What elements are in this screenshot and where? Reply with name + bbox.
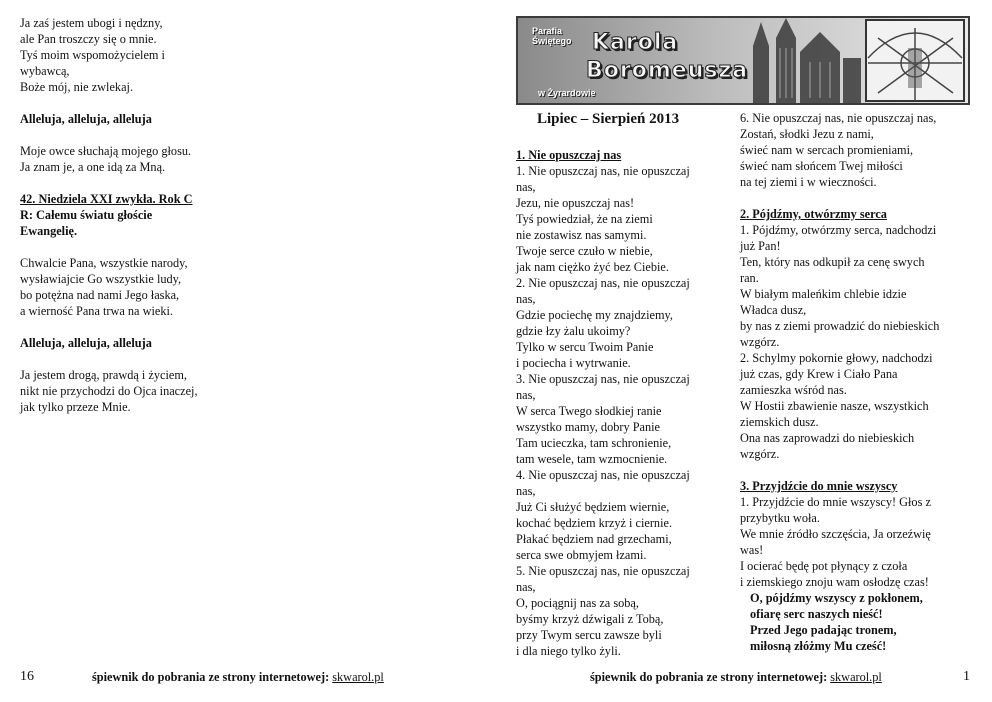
banner-saint-label: Świętego <box>532 36 572 46</box>
footer-link[interactable]: skwarol.pl <box>332 670 384 684</box>
verse-line: nikt nie przychodzi do Ojca inaczej, <box>20 384 198 398</box>
verse-block <box>20 143 320 175</box>
lyric-line: już Pan! <box>740 239 781 253</box>
lyric-line: W serca Twego słodkiej ranie <box>516 404 662 418</box>
banner-name-line2: Boromeusza <box>586 58 749 83</box>
song-lyrics-continuation <box>740 110 975 190</box>
refrain-line: Ewangelię. <box>20 224 78 238</box>
lyric-line: przybytku woła. <box>740 511 820 525</box>
lyric-line: Władca dusz, <box>740 303 807 317</box>
lyric-line: ziemskich dusz. <box>740 415 819 429</box>
verse-line: Boże mój, nie zwlekaj. <box>20 80 134 94</box>
lyric-line: nie zostawisz nas samymi. <box>516 228 647 242</box>
verse-block <box>20 367 320 415</box>
lyric-line: zamieszka wśród nas. <box>740 383 847 397</box>
lyric-line: świeć nam słońcem Twej miłości <box>740 159 903 173</box>
lyric-line: nas, <box>516 388 536 402</box>
verse-line: Moje owce słuchają mojego głosu. <box>20 144 192 158</box>
lyric-line: I ocierać będę pot płynący z czoła <box>740 559 908 573</box>
page-number-left: 16 <box>20 669 34 684</box>
refrain-line: O, pójdźmy wszyscy z pokłonem, <box>750 591 923 605</box>
lyric-line: jak nam ciężko żyć bez Ciebie. <box>516 260 669 274</box>
banner-name-line1: Karola <box>592 30 679 55</box>
lyric-line: nas, <box>516 180 536 194</box>
lyric-line: tam wesele, tam wzmocnienie. <box>516 452 668 466</box>
lyric-line: świeć nam w sercach promieniami, <box>740 143 914 157</box>
lyric-line: Jezu, nie opuszczaj nas! <box>516 196 635 210</box>
lyric-line: 3. Nie opuszczaj nas, nie opuszczaj <box>516 372 690 386</box>
lyric-line: Tylko w sercu Twoim Panie <box>516 340 654 354</box>
lyric-line: 4. Nie opuszczaj nas, nie opuszczaj <box>516 468 690 482</box>
lyric-line: Twoje serce czuło w niebie, <box>516 244 653 258</box>
lyric-line: W Hostii zbawienie nasze, wszystkich <box>740 399 929 413</box>
lyric-line: Ona nas zaprowadzi do niebieskich <box>740 431 915 445</box>
verse-line: a wierność Pana trwa na wieki. <box>20 304 173 318</box>
refrain-line: miłosną złóżmy Mu cześć! <box>750 639 887 653</box>
verse-line: ale Pan troszczy się o mnie. <box>20 32 157 46</box>
lyric-line: kochać będziem krzyż i ciernie. <box>516 516 673 530</box>
lyric-line: i dla niego tylko żyli. <box>516 644 621 658</box>
footer-link[interactable]: skwarol.pl <box>830 670 882 684</box>
song-lyrics <box>516 163 726 659</box>
song-title: 2. Pójdźmy, otwórzmy serca <box>740 207 887 221</box>
lyric-line: by nas z ziemi prowadzić do niebieskich <box>740 319 940 333</box>
refrain-line: R: Całemu światu głoście <box>20 208 153 222</box>
song-title: 1. Nie opuszczaj nas <box>516 148 622 162</box>
lyric-line: 1. Nie opuszczaj nas, nie opuszczaj <box>516 164 690 178</box>
lyric-line: Gdzie pociechę my znajdziemy, <box>516 308 673 322</box>
left-page-column <box>20 15 320 415</box>
banner-parish-label: Parafia <box>532 26 563 36</box>
verse-block <box>20 255 320 319</box>
lyric-line: Ten, który nas odkupił za cenę swych <box>740 255 925 269</box>
lyric-line: Tam ucieczka, tam schronienie, <box>516 436 672 450</box>
song-column-left <box>516 147 726 659</box>
verse-line: Tyś moim wspomożycielem i <box>20 48 165 62</box>
lyric-line: Już Ci służyć będziem wiernie, <box>516 500 670 514</box>
lyric-line: We mnie źródło szczęścia, Ja orzeźwię <box>740 527 931 541</box>
refrain-block <box>20 207 320 239</box>
song-refrain <box>740 590 975 654</box>
song-column-right <box>740 110 975 654</box>
lyric-line: i ziemskiego znoju wam osłodzę czas! <box>740 575 929 589</box>
lyric-line: przy Twym sercu zawsze byli <box>516 628 662 642</box>
sunday-heading: 42. Niedziela XXI zwykła. Rok C <box>20 192 193 206</box>
alleluia-line: Alleluja, alleluja, alleluja <box>20 336 152 350</box>
lyric-line: 5. Nie opuszczaj nas, nie opuszczaj <box>516 564 690 578</box>
lyric-line: na tej ziemi i w wieczności. <box>740 175 877 189</box>
lyric-line: 6. Nie opuszczaj nas, nie opuszczaj nas, <box>740 111 937 125</box>
lyric-line: już czas, gdy Krew i Ciało Pana <box>740 367 898 381</box>
lyric-line: ran. <box>740 271 759 285</box>
banner-place: w Żyrardowie <box>538 88 596 98</box>
lyric-line: 2. Nie opuszczaj nas, nie opuszczaj <box>516 276 690 290</box>
period-title: Lipiec – Sierpień 2013 <box>537 111 680 127</box>
verse-line: Ja zaś jestem ubogi i nędzny, <box>20 16 163 30</box>
lyric-line: 1. Pójdźmy, otwórzmy serca, nadchodzi <box>740 223 937 237</box>
lyric-line: byśmy krzyż dźwigali z Tobą, <box>516 612 664 626</box>
alleluia-line: Alleluja, alleluja, alleluja <box>20 112 152 126</box>
lyric-line: Tyś powiedział, że na ziemi <box>516 212 653 226</box>
lyric-line: nas, <box>516 580 536 594</box>
song-title: 3. Przyjdźcie do mnie wszyscy <box>740 479 898 493</box>
lyric-line: 2. Schylmy pokornie głowy, nadchodzi <box>740 351 933 365</box>
lyric-line: wzgórz. <box>740 335 780 349</box>
lyric-line: Płakać będziem nad grzechami, <box>516 532 672 546</box>
lyric-line: i pociecha i wytrwanie. <box>516 356 631 370</box>
lyric-line: O, pociągnij nas za sobą, <box>516 596 639 610</box>
song-lyrics <box>740 222 975 462</box>
verse-line: Ja jestem drogą, prawdą i życiem, <box>20 368 187 382</box>
lyric-line: was! <box>740 543 764 557</box>
footer-label: śpiewnik do pobrania ze strony internetowej: <box>92 670 330 684</box>
lyric-line: nas, <box>516 292 536 306</box>
verse-line: Ja znam je, a one idą za Mną. <box>20 160 166 174</box>
lyric-line: serca swe obmyjem łzami. <box>516 548 647 562</box>
verse-line: wybawcą, <box>20 64 70 78</box>
verse-line: bo potężna nad nami Jego łaska, <box>20 288 180 302</box>
page-number-right: 1 <box>963 669 970 684</box>
lyric-line: W białym maleńkim chlebie idzie <box>740 287 907 301</box>
lyric-line: Zostań, słodki Jezu z nami, <box>740 127 874 141</box>
lyric-line: wzgórz. <box>740 447 780 461</box>
verse-line: wysławiajcie Go wszystkie ludy, <box>20 272 182 286</box>
verse-line: Chwalcie Pana, wszystkie narody, <box>20 256 188 270</box>
footer-label: śpiewnik do pobrania ze strony internetowej: <box>590 670 828 684</box>
footer-right <box>590 670 882 685</box>
lyric-line: nas, <box>516 484 536 498</box>
refrain-line: ofiarę serc naszych nieść! <box>750 607 883 621</box>
lyric-line: gdzie łzy żalu ukoimy? <box>516 324 631 338</box>
lyric-line: wszystko mamy, dobry Panie <box>516 420 661 434</box>
refrain-line: Przed Jego padając tronem, <box>750 623 897 637</box>
song-lyrics <box>740 494 975 590</box>
parish-banner <box>516 16 970 105</box>
verse-line: jak tylko przeze Mnie. <box>20 400 131 414</box>
verse-block <box>20 15 320 95</box>
footer-left <box>92 670 384 685</box>
lyric-line: 1. Przyjdźcie do mnie wszyscy! Głos z <box>740 495 931 509</box>
